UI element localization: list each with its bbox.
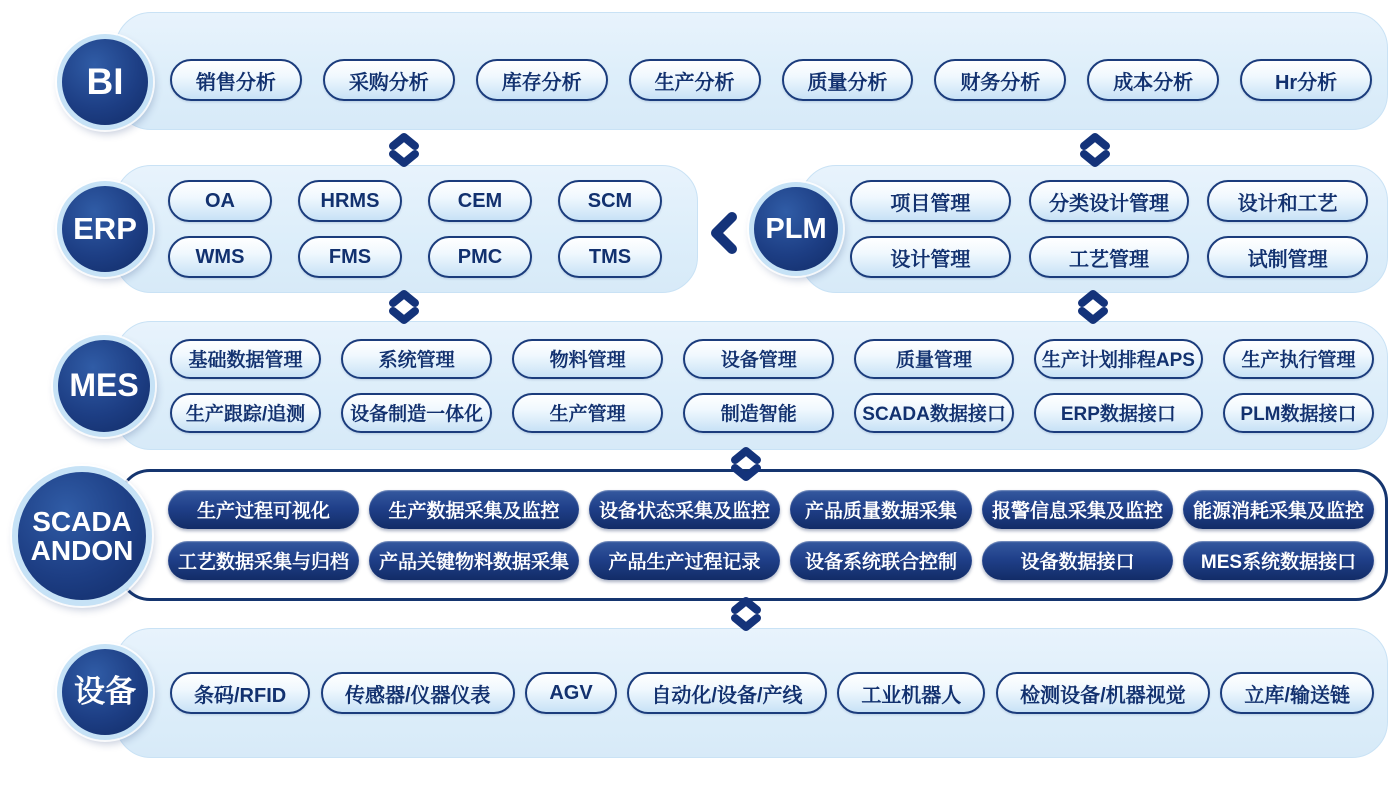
erp-pill: PMC: [428, 236, 532, 278]
mes-pill: 物料管理: [512, 339, 663, 379]
link-plm-erp-chevron-left-icon: [706, 210, 740, 256]
devices-badge-label: 设备: [74, 673, 136, 709]
plm-pill-grid: [850, 173, 1368, 285]
mes-badge: [53, 335, 155, 437]
scada-pill-grid: [168, 477, 1374, 593]
device-pill: 立库/输送链: [1220, 672, 1374, 714]
devices-badge: [57, 644, 153, 740]
bi-pill: 财务分析: [934, 59, 1066, 101]
link-plm-mes-double-chevron-icon: [1074, 288, 1112, 326]
scada-pill: 能源消耗采集及监控: [1183, 490, 1374, 529]
mes-pill: 基础数据管理: [170, 339, 321, 379]
bi-pill: 采购分析: [323, 59, 455, 101]
bi-pill-row: [170, 52, 1372, 108]
scada-pill: 设备状态采集及监控: [589, 490, 780, 529]
bi-pill: 成本分析: [1087, 59, 1219, 101]
device-pill: 自动化/设备/产线: [627, 672, 826, 714]
mes-pill: 生产计划排程APS: [1034, 339, 1203, 379]
plm-badge: [749, 182, 843, 276]
scada-pill: 产品生产过程记录: [589, 541, 780, 580]
scada-pill: 设备系统联合控制: [790, 541, 972, 580]
mes-pill: 系统管理: [341, 339, 492, 379]
mes-pill: 设备制造一体化: [341, 393, 492, 433]
erp-pill-grid: [168, 173, 662, 285]
mes-pill: 质量管理: [854, 339, 1014, 379]
link-bi-erp-double-chevron-icon: [385, 131, 423, 169]
link-scada-devices-double-chevron-icon: [727, 595, 765, 633]
link-erp-mes-double-chevron-icon: [385, 288, 423, 326]
erp-pill: OA: [168, 180, 272, 222]
scada-badge-line2: ANDON: [30, 535, 134, 566]
scada-pill: 工艺数据采集与归档: [168, 541, 359, 580]
mes-pill: 设备管理: [683, 339, 834, 379]
scada-pill: 设备数据接口: [982, 541, 1173, 580]
mes-pill: 生产管理: [512, 393, 663, 433]
mes-pill-grid: [170, 329, 1374, 442]
bi-pill: Hr分析: [1240, 59, 1372, 101]
mes-pill: SCADA数据接口: [854, 393, 1014, 433]
erp-pill: SCM: [558, 180, 662, 222]
device-pill: 工业机器人: [837, 672, 985, 714]
bi-badge: [57, 34, 153, 130]
mes-pill: PLM数据接口: [1223, 393, 1374, 433]
scada-pill: 生产过程可视化: [168, 490, 359, 529]
link-bi-plm-double-chevron-icon: [1076, 131, 1114, 169]
plm-pill: 项目管理: [850, 180, 1011, 222]
devices-pill-row: [170, 670, 1374, 716]
bi-pill: 库存分析: [476, 59, 608, 101]
plm-pill: 分类设计管理: [1029, 180, 1190, 222]
mes-pill: 制造智能: [683, 393, 834, 433]
plm-pill: 试制管理: [1207, 236, 1368, 278]
plm-pill: 设计和工艺: [1207, 180, 1368, 222]
device-pill: AGV: [525, 672, 616, 714]
scada-pill: 生产数据采集及监控: [369, 490, 579, 529]
scada-badge: [12, 466, 152, 606]
scada-pill: MES系统数据接口: [1183, 541, 1374, 580]
link-mes-scada-double-chevron-icon: [727, 445, 765, 483]
plm-pill: 设计管理: [850, 236, 1011, 278]
bi-pill: 质量分析: [782, 59, 914, 101]
erp-pill: WMS: [168, 236, 272, 278]
erp-badge: [57, 181, 153, 277]
erp-pill: TMS: [558, 236, 662, 278]
device-pill: 检测设备/机器视觉: [996, 672, 1210, 714]
bi-pill: 销售分析: [170, 59, 302, 101]
bi-pill: 生产分析: [629, 59, 761, 101]
scada-pill: 产品关键物料数据采集: [369, 541, 579, 580]
mes-pill: ERP数据接口: [1034, 393, 1203, 433]
scada-pill: 产品质量数据采集: [790, 490, 972, 529]
erp-badge-label: ERP: [73, 210, 137, 246]
plm-pill: 工艺管理: [1029, 236, 1190, 278]
device-pill: 条码/RFID: [170, 672, 310, 714]
device-pill: 传感器/仪器仪表: [321, 672, 515, 714]
bi-badge-label: BI: [86, 60, 124, 102]
erp-pill: HRMS: [298, 180, 402, 222]
mes-pill: 生产执行管理: [1223, 339, 1374, 379]
erp-pill: FMS: [298, 236, 402, 278]
mes-badge-label: MES: [69, 367, 139, 404]
erp-pill: CEM: [428, 180, 532, 222]
mes-pill: 生产跟踪/追测: [170, 393, 321, 433]
plm-badge-label: PLM: [765, 212, 827, 245]
scada-pill: 报警信息采集及监控: [982, 490, 1173, 529]
scada-badge-line1: SCADA: [32, 505, 132, 537]
